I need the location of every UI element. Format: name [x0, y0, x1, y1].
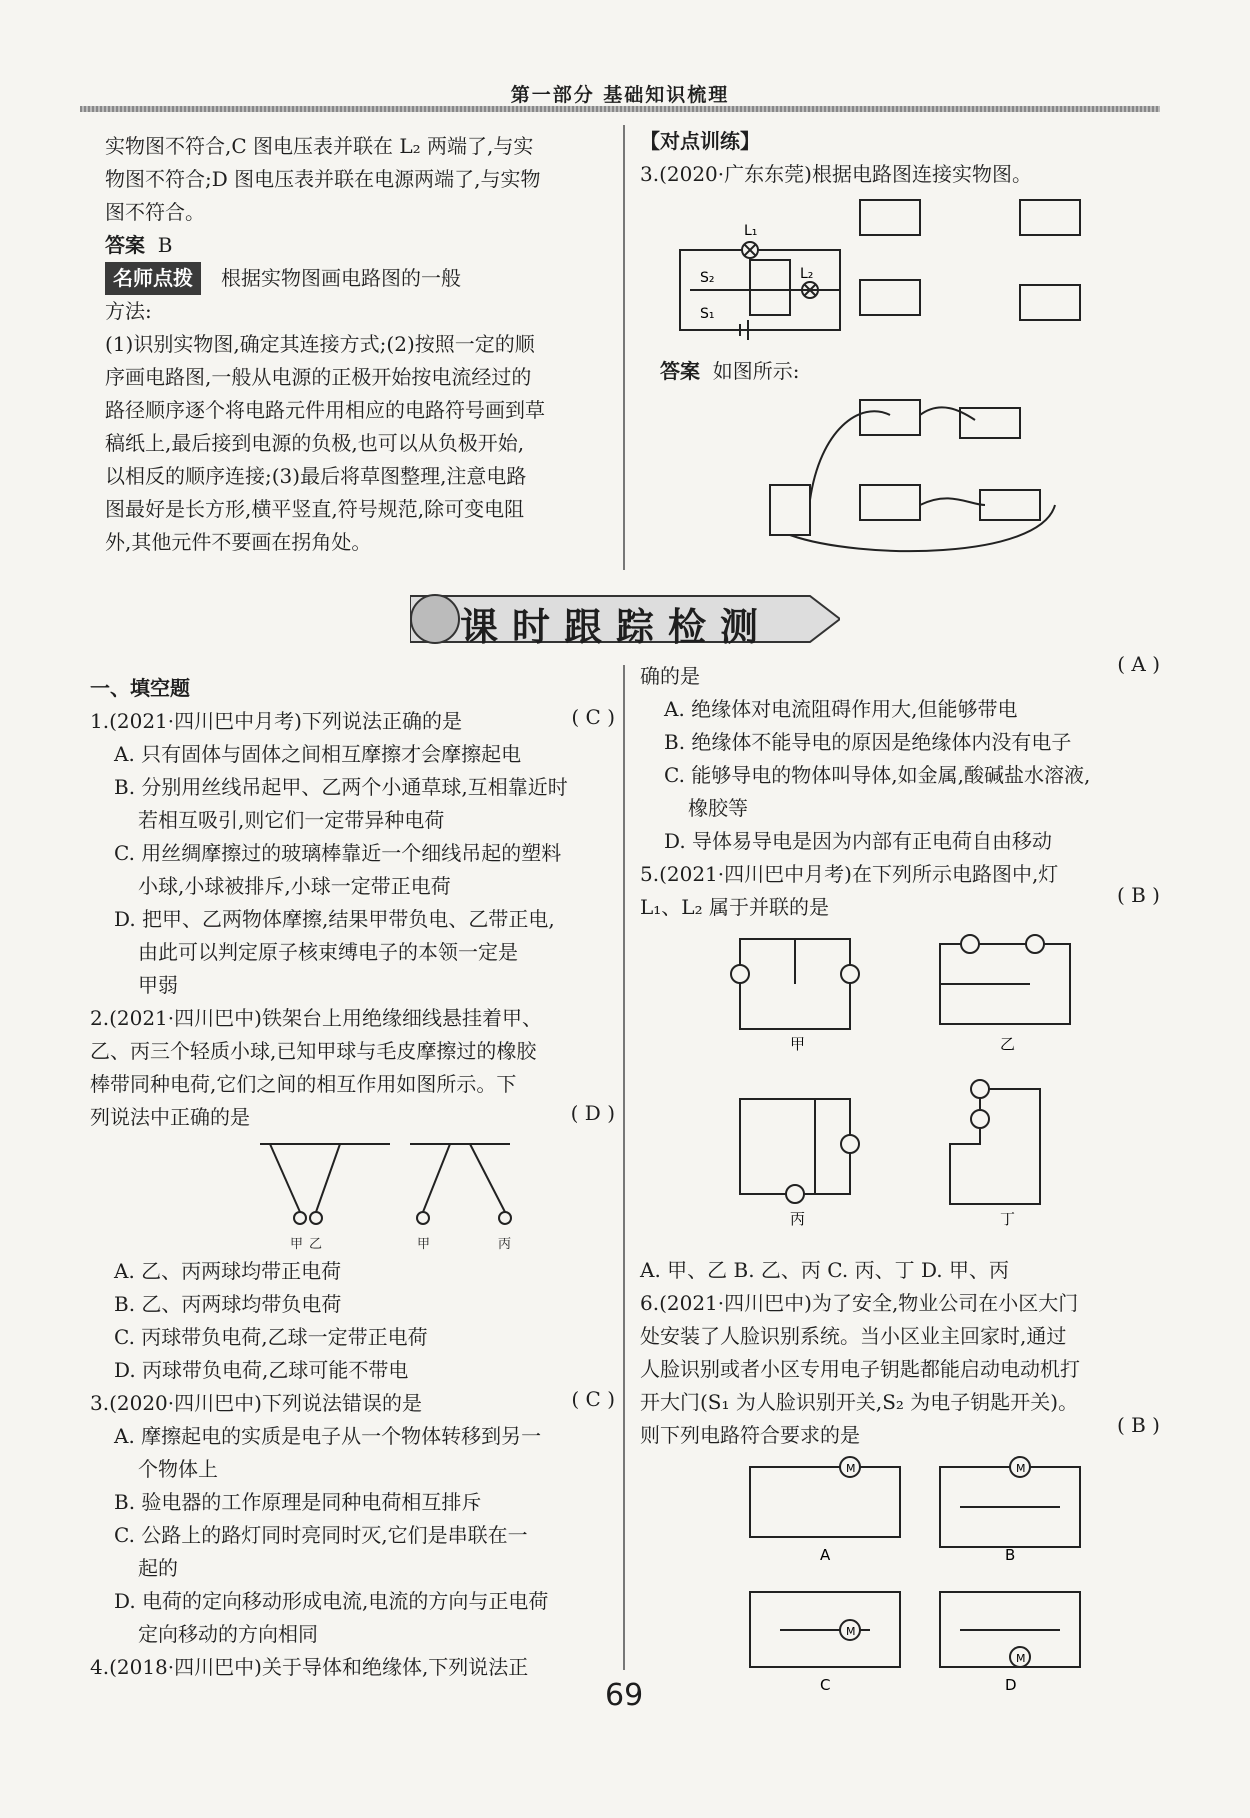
- option: C. 公路上的路灯同时亮同时灭,它们是串联在一: [114, 1523, 528, 1547]
- option: D. 导体易导电是因为内部有正电荷自由移动: [664, 829, 1053, 853]
- hanging-balls-figure: [90, 1134, 615, 1234]
- right-top-column: [640, 125, 1160, 191]
- banner-title: 课时跟踪检测: [460, 605, 773, 649]
- option-cont: 小球,小球被排斥,小球一定带正电荷: [138, 874, 451, 898]
- tip-text: (1)识别实物图,确定其连接方式;(2)按照一定的顺: [105, 332, 535, 356]
- option: A. 乙、丙两球均带正电荷: [114, 1259, 342, 1283]
- fig-label: D: [1005, 1676, 1017, 1694]
- answer-choice: ( C ): [571, 705, 615, 729]
- q3-circuit-figure: [660, 190, 1160, 350]
- motor-icon: M: [1016, 1462, 1026, 1475]
- tip-label: 名师点拨: [105, 262, 201, 295]
- tip-text: 方法:: [105, 299, 152, 323]
- option-cont: 由此可以判定原子核束缚电子的本领一定是: [138, 940, 518, 964]
- question-stem: 1.(2021·四川巴中月考)下列说法正确的是: [90, 709, 462, 733]
- question-stem: 则下列电路符合要求的是: [640, 1423, 860, 1447]
- ball-label: 丙: [498, 1237, 512, 1252]
- fig-label: A: [820, 1546, 831, 1564]
- question-stem: 确的是: [640, 664, 700, 688]
- q4-cont: [640, 652, 1160, 693]
- running-header: 第一部分 基础知识梳理: [510, 84, 730, 106]
- q5-last: [640, 883, 1160, 924]
- tip-text: 根据实物图画电路图的一般: [221, 266, 461, 290]
- question-stem: 列说法中正确的是: [90, 1105, 250, 1129]
- text-line: 物图不符合;D 图电压表并联在电源两端了,与实物: [105, 167, 541, 191]
- option: A. 摩擦起电的实质是电子从一个物体转移到另一: [114, 1424, 542, 1448]
- option: B. 乙、丙两球均带负电荷: [114, 1292, 342, 1316]
- question-stem: 5.(2021·四川巴中月考)在下列所示电路图中,灯: [640, 862, 1059, 886]
- left-top-column: [105, 130, 605, 559]
- label-l1: L₁: [744, 223, 758, 239]
- answer-value: B: [157, 233, 173, 257]
- section-label: 【对点训练】: [640, 129, 760, 153]
- question-stem: 6.(2021·四川巴中)为了安全,物业公司在小区大门: [640, 1291, 1079, 1315]
- header-rule: [80, 106, 1160, 112]
- question-stem: 4.(2018·四川巴中)关于导体和绝缘体,下列说法正: [90, 1655, 529, 1679]
- q3-stem: 3.(2020·广东东莞)根据电路图连接实物图。: [640, 162, 1032, 186]
- left-bottom-column: [90, 672, 615, 1684]
- fig-label: 乙: [1000, 1035, 1016, 1053]
- motor-icon: M: [1016, 1652, 1026, 1665]
- option-cont: 甲弱: [138, 973, 178, 997]
- question-2-last: [90, 1101, 615, 1134]
- answer-choice: ( B ): [1116, 1413, 1160, 1437]
- option: D. 电荷的定向移动形成电流,电流的方向与正电荷: [114, 1589, 549, 1613]
- option-cont: 个物体上: [138, 1457, 218, 1481]
- option: A. 只有固体与固体之间相互摩擦才会摩擦起电: [114, 742, 522, 766]
- option-cont: 橡胶等: [688, 796, 748, 820]
- page-number: 69: [605, 1678, 644, 1713]
- answer-line: [105, 229, 605, 262]
- question-1: [90, 705, 615, 738]
- text-line: 图不符合。: [105, 200, 205, 224]
- question-stem: 处安装了人脸识别系统。当小区业主回家时,通过: [640, 1324, 1067, 1348]
- tip-text: 以相反的顺序连接;(3)最后将草图整理,注意电路: [105, 464, 527, 488]
- section-heading: 一、填空题: [90, 676, 190, 700]
- option-cont: 定向移动的方向相同: [138, 1622, 318, 1646]
- fig-label: B: [1005, 1546, 1016, 1564]
- answer-row: [660, 355, 799, 388]
- motor-icon: M: [846, 1462, 856, 1475]
- label-s1: S₁: [700, 306, 715, 322]
- answer-choice: ( B ): [1116, 883, 1160, 907]
- option: C. 用丝绸摩擦过的玻璃棒靠近一个细线吊起的塑料: [114, 841, 562, 865]
- tip-text: 路径顺序逐个将电路元件用相应的电路符号画到草: [105, 398, 545, 422]
- motor-icon: M: [846, 1625, 856, 1638]
- q5-circuit-figures: [640, 924, 1160, 1249]
- option: B. 绝缘体不能导电的原因是绝缘体内没有电子: [664, 730, 1072, 754]
- answer-choice: ( C ): [571, 1387, 615, 1411]
- tip-line: [105, 262, 605, 295]
- answer-wiring-figure: [760, 390, 1070, 555]
- q6-last: [640, 1413, 1160, 1452]
- option: B. 验电器的工作原理是同种电荷相互排斥: [114, 1490, 482, 1514]
- answer-choice: ( A ): [1117, 652, 1160, 676]
- tip-text: 外,其他元件不要画在拐角处。: [105, 530, 372, 554]
- q6-circuit-figures: [640, 1452, 1160, 1712]
- fig-label: 丁: [1000, 1210, 1016, 1228]
- question-stem: 人脸识别或者小区专用电子钥匙都能启动电动机打: [640, 1357, 1080, 1381]
- question-stem: 开大门(S₁ 为人脸识别开关,S₂ 为电子钥匙开关)。: [640, 1390, 1079, 1414]
- question-stem: L₁、L₂ 属于并联的是: [640, 895, 829, 919]
- option: D. 丙球带负电荷,乙球可能不带电: [114, 1358, 409, 1382]
- answer-label: 答案: [105, 233, 145, 257]
- option: B. 分别用丝线吊起甲、乙两个小通草球,互相靠近时: [114, 775, 568, 799]
- option: C. 能够导电的物体叫导体,如金属,酸碱盐水溶液,: [664, 763, 1091, 787]
- label-s2: S₂: [700, 270, 715, 286]
- answer-text: 如图所示:: [712, 359, 800, 383]
- ball-labels: [90, 1239, 615, 1255]
- question-stem: 2.(2021·四川巴中)铁架台上用绝缘细线悬挂着甲、: [90, 1006, 542, 1030]
- question-stem: 乙、丙三个轻质小球,已知甲球与毛皮摩擦过的橡胶: [90, 1039, 537, 1063]
- column-divider-top: [623, 125, 625, 570]
- option-cont: 若相互吸引,则它们一定带异种电荷: [138, 808, 445, 832]
- column-divider-bottom: [623, 665, 625, 1670]
- right-bottom-column: [640, 652, 1160, 1717]
- question-3: [90, 1387, 615, 1420]
- answer-label: 答案: [660, 359, 700, 383]
- tip-text: 图最好是长方形,横平竖直,符号规范,除可变电阻: [105, 497, 525, 521]
- ball-label: 甲: [417, 1237, 431, 1252]
- q5-options: A. 甲、乙 B. 乙、丙 C. 丙、丁 D. 甲、丙: [640, 1258, 1009, 1282]
- option: A. 绝缘体对电流阻碍作用大,但能够带电: [664, 697, 1018, 721]
- question-stem: 3.(2020·四川巴中)下列说法错误的是: [90, 1391, 422, 1415]
- fig-label: 甲: [790, 1035, 806, 1053]
- fig-label: C: [820, 1676, 831, 1694]
- ball-label: 乙: [309, 1237, 323, 1252]
- text-line: 实物图不符合,C 图电压表并联在 L₂ 两端了,与实: [105, 134, 534, 158]
- option-cont: 起的: [138, 1556, 178, 1580]
- label-l2: L₂: [800, 266, 814, 282]
- answer-choice: ( D ): [570, 1101, 615, 1125]
- tip-text: 稿纸上,最后接到电源的负极,也可以从负极开始,: [105, 431, 525, 455]
- option: D. 把甲、乙两物体摩擦,结果甲带负电、乙带正电,: [114, 907, 555, 931]
- tip-text: 序画电路图,一般从电源的正极开始按电流经过的: [105, 365, 532, 389]
- fig-label: 丙: [790, 1210, 806, 1228]
- ball-label: 甲: [290, 1237, 304, 1252]
- question-stem: 棒带同种电荷,它们之间的相互作用如图所示。下: [90, 1072, 517, 1096]
- option: C. 丙球带负电荷,乙球一定带正电荷: [114, 1325, 428, 1349]
